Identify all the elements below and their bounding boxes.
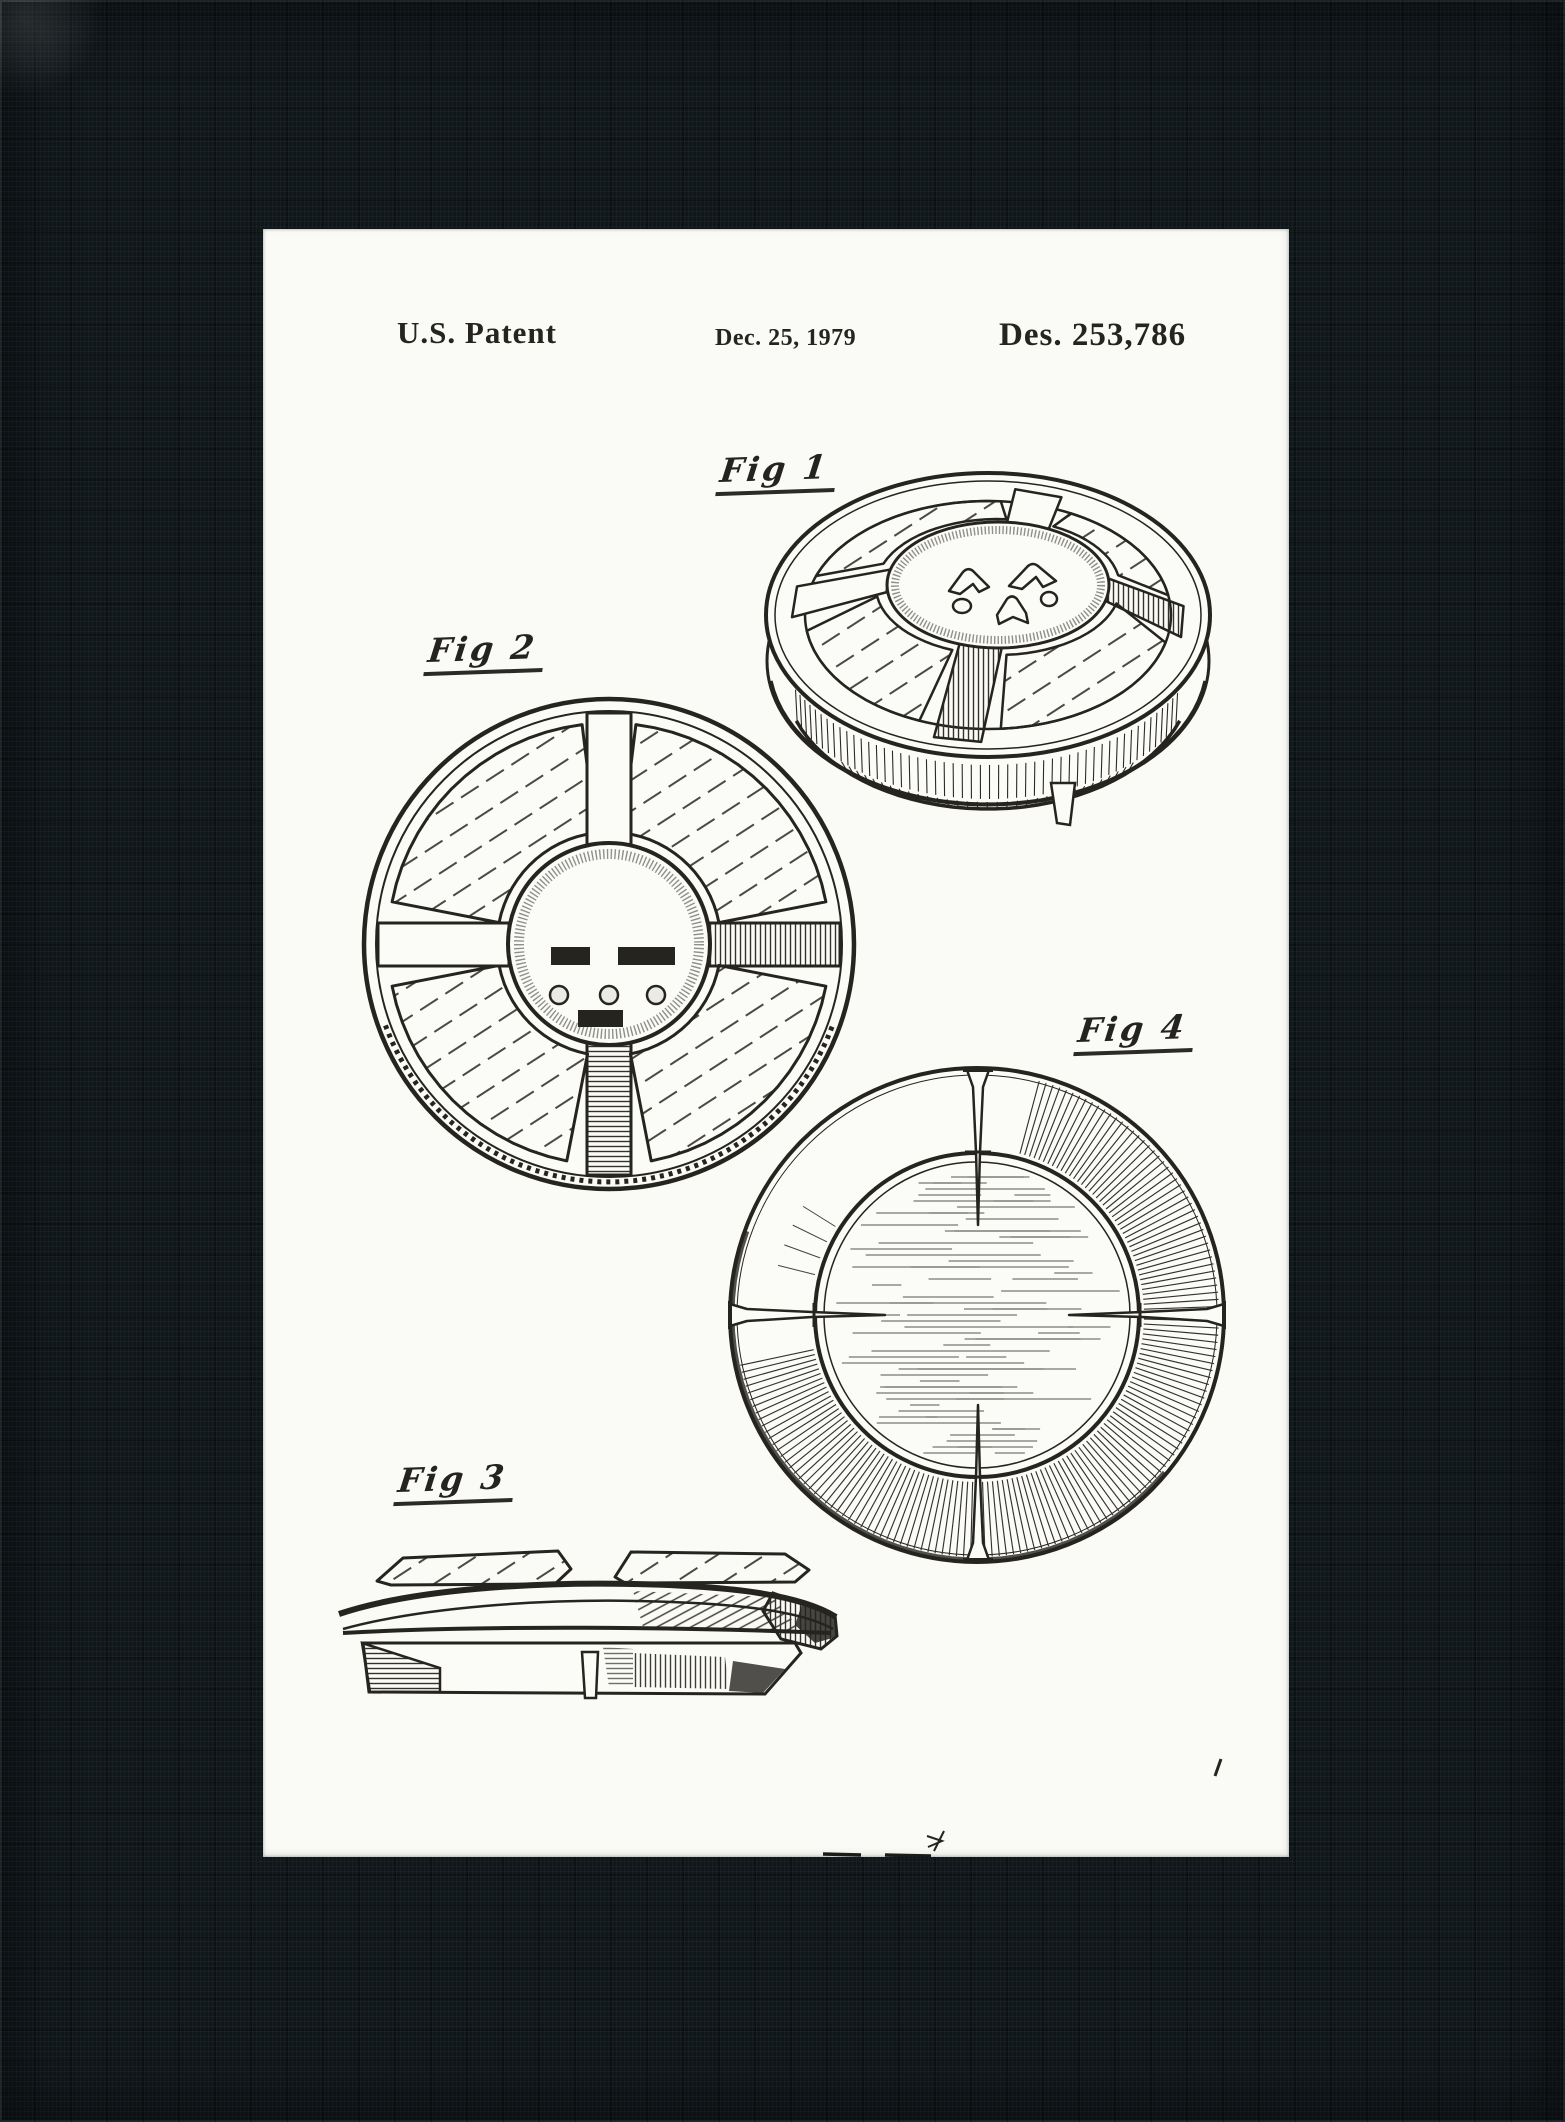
fig4-drawing (717, 1057, 1237, 1577)
fig3-drawing (333, 1541, 848, 1726)
patent-number: Des. 253,786 (999, 317, 1187, 353)
fig1-foot (1051, 783, 1075, 825)
patent-title: U.S. Patent (397, 315, 557, 350)
fig3-label: Fig 3 (393, 1457, 517, 1506)
fig1-label: Fig 1 (715, 447, 839, 496)
fig2-hub (508, 843, 710, 1045)
fig3-left-panel (377, 1551, 571, 1585)
fig4-label: Fig 4 (1073, 1007, 1197, 1056)
fig2-label: Fig 2 (423, 627, 547, 676)
fig3-center-tab (582, 1652, 598, 1698)
patent-date: Dec. 25, 1979 (715, 325, 857, 351)
fig3-right-panel (615, 1552, 809, 1583)
patent-paper (263, 229, 1289, 1857)
fig1-recess (887, 522, 1109, 648)
